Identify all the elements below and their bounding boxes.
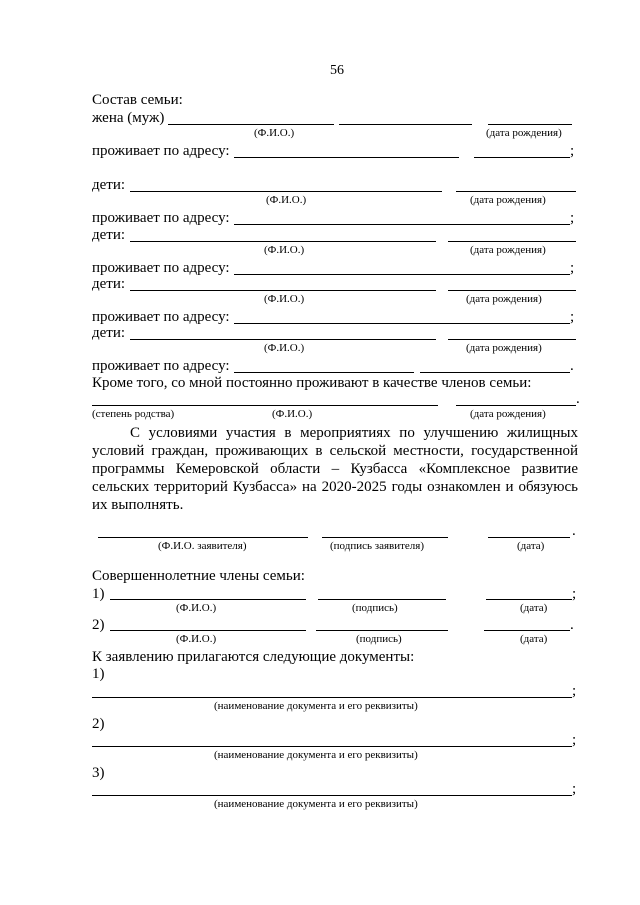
adult-members-heading: Совершеннолетние члены семьи:: [92, 568, 305, 584]
child1-address-line: [234, 224, 570, 225]
page-number: 56: [330, 63, 344, 78]
spouse-address-line-1: [234, 157, 459, 158]
member-line-end: .: [576, 391, 580, 407]
spouse-birth-line: [488, 124, 572, 125]
doc1-number: 1): [92, 666, 105, 682]
doc3-line: [92, 795, 572, 796]
member-fio-line: [92, 405, 438, 406]
spouse-fio-line-2: [339, 124, 472, 125]
doc3-caption: (наименование документа и его реквизиты): [214, 798, 418, 810]
spouse-label: жена (муж): [92, 110, 165, 126]
adult1-end: ;: [572, 586, 577, 602]
child3-label: дети:: [92, 276, 126, 292]
adult2-number: 2): [92, 617, 105, 633]
child1-address-end: ;: [570, 210, 575, 226]
applicant-signature-line: [322, 537, 448, 538]
child2-birth-caption: (дата рождения): [470, 244, 546, 256]
child4-address-line-1: [234, 372, 414, 373]
member-birth-caption: (дата рождения): [470, 408, 546, 420]
child2-fio-caption: (Ф.И.О.): [264, 244, 305, 256]
adult1-signature-line: [318, 599, 446, 600]
doc3-number: 3): [92, 765, 105, 781]
adult1-fio-line: [110, 599, 306, 600]
adult2-fio-caption: (Ф.И.О.): [176, 633, 217, 645]
child3-address-label: проживает по адресу:: [92, 309, 230, 325]
adult2-signature-line: [316, 630, 448, 631]
doc3-end: ;: [572, 781, 577, 797]
child3-address-line: [234, 323, 570, 324]
spouse-fio-caption: (Ф.И.О.): [254, 127, 295, 139]
doc1-caption: (наименование документа и его реквизиты): [214, 700, 418, 712]
adult1-fio-caption: (Ф.И.О.): [176, 602, 217, 614]
child3-address-end: ;: [570, 309, 575, 325]
spouse-address-line-2: [474, 157, 570, 158]
also-living-text: Кроме того, со мной постоянно проживают в качестве членов семьи:: [92, 375, 532, 391]
child2-label: дети:: [92, 227, 126, 243]
child3-fio-caption: (Ф.И.О.): [264, 293, 305, 305]
adult2-end: .: [570, 617, 574, 633]
adult2-date-line: [484, 630, 570, 631]
adult2-date-caption: (дата): [520, 633, 548, 645]
child4-address-label: проживает по адресу:: [92, 358, 230, 374]
child1-birth-caption: (дата рождения): [470, 194, 546, 206]
applicant-fio-caption: (Ф.И.О. заявителя): [158, 540, 247, 552]
applicant-row-end: .: [572, 523, 576, 539]
applicant-date-line: [488, 537, 570, 538]
spouse-address-end: ;: [570, 143, 575, 159]
child1-birth-line: [456, 191, 576, 192]
child4-fio-line: [130, 339, 436, 340]
child2-fio-line: [130, 241, 436, 242]
child2-address-end: ;: [570, 260, 575, 276]
doc2-caption: (наименование документа и его реквизиты): [214, 749, 418, 761]
kinship-caption: (степень родства): [92, 408, 175, 420]
applicant-signature-caption: (подпись заявителя): [330, 540, 425, 552]
doc1-line: [92, 697, 572, 698]
child4-fio-caption: (Ф.И.О.): [264, 342, 305, 354]
adult2-signature-caption: (подпись): [356, 633, 402, 645]
conditions-paragraph: [92, 424, 578, 514]
applicant-fio-line: [98, 537, 308, 538]
child4-address-line-2: [420, 372, 570, 373]
child4-birth-line: [448, 339, 576, 340]
child1-address-label: проживает по адресу:: [92, 210, 230, 226]
child1-fio-line: [130, 191, 442, 192]
spouse-birth-caption: (дата рождения): [486, 127, 562, 139]
child3-birth-caption: (дата рождения): [466, 293, 542, 305]
child3-fio-line: [130, 290, 436, 291]
child2-address-line: [234, 274, 570, 275]
member-birth-line: [456, 405, 576, 406]
family-heading: Состав семьи:: [92, 92, 183, 108]
child4-birth-caption: (дата рождения): [466, 342, 542, 354]
doc2-end: ;: [572, 732, 577, 748]
child3-birth-line: [448, 290, 576, 291]
adult1-signature-caption: (подпись): [352, 602, 398, 614]
adult1-date-line: [486, 599, 572, 600]
child1-fio-caption: (Ф.И.О.): [266, 194, 307, 206]
child4-address-end: .: [570, 358, 574, 374]
spouse-address-label: проживает по адресу:: [92, 143, 230, 159]
child2-birth-line: [448, 241, 576, 242]
applicant-date-caption: (дата): [517, 540, 545, 552]
conditions-text: С условиями участия в мероприятиях по улучшению жилищных условий граждан, проживающих в сельской местности, государственной программы Кемеровской области – Кузбасса «Комплексное развитие сельских территорий Кузбасса» на 2020-2025 годы ознакомлен и обязуюсь их выполнять.: [92, 425, 578, 513]
spouse-fio-line-1: [168, 124, 334, 125]
doc1-end: ;: [572, 683, 577, 699]
child4-label: дети:: [92, 325, 126, 341]
child1-label: дети:: [92, 177, 126, 193]
doc2-number: 2): [92, 716, 105, 732]
child2-address-label: проживает по адресу:: [92, 260, 230, 276]
adult2-fio-line: [110, 630, 306, 631]
doc2-line: [92, 746, 572, 747]
attached-docs-heading: К заявлению прилагаются следующие документы:: [92, 649, 415, 665]
member-fio-caption: (Ф.И.О.): [272, 408, 313, 420]
adult1-number: 1): [92, 586, 105, 602]
adult1-date-caption: (дата): [520, 602, 548, 614]
